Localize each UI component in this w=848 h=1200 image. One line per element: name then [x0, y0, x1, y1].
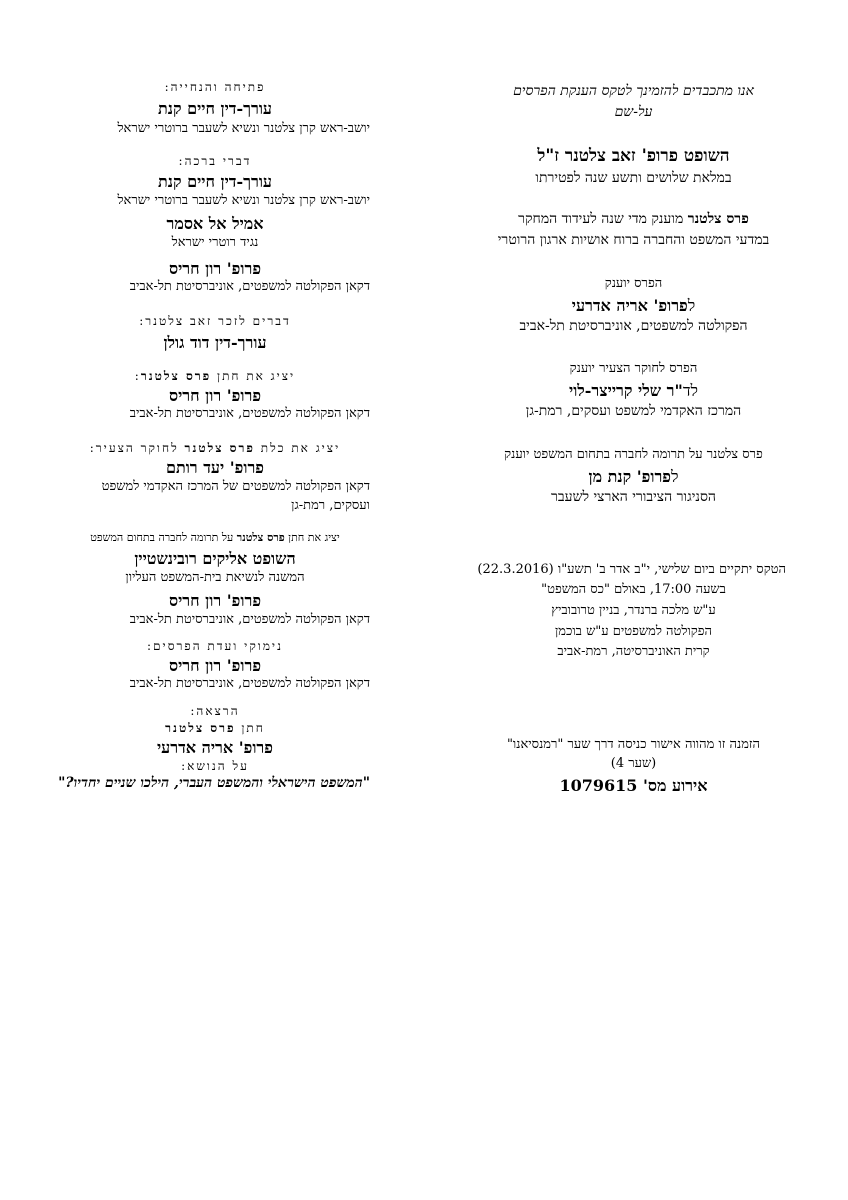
prize1-recipient: לפרופ' אריה אדרעי: [571, 296, 696, 315]
reasons-header: נימוקי ועדת הפרסים:: [147, 639, 283, 653]
prize3-affiliation: הסניגור הציבורי הארצי לשעבר: [551, 489, 716, 505]
prize1-intro: הפרס יוענק: [604, 276, 663, 291]
greet3-title: דקאן הפקולטה למשפטים, אוניברסיטת תל-אביב: [129, 279, 370, 294]
reasons-title: דקאן הפקולטה למשפטים, אוניברסיטת תל-אביב: [129, 676, 370, 691]
lecture-topic: "המשפט הישראלי והמשפט העברי, הילכו שניים יחדיו?": [58, 775, 370, 791]
memory-name: עורך-דין דוד גולן: [163, 333, 267, 352]
reasons-name: פרופ' רון חריס: [168, 656, 262, 675]
opening-title: יושב-ראש קרן צלטנר ונשיא לשעבר ברוטרי ישראל: [117, 121, 370, 136]
opening-name: עורך-דין חיים קנת: [158, 99, 272, 118]
prize2-intro: הפרס לחוקר הצעיר יוענק: [569, 361, 698, 376]
prize3-intro: פרס צלטנר על תרומה לחברה בתחום המשפט יוענק: [504, 447, 763, 462]
prize-description-line-2: במדעי המשפט והחברה ברוח אושיות ארגון הרוטרי: [497, 232, 770, 248]
lecture-subheader: חתן פרס צלטנר: [165, 721, 265, 735]
contrib-presenter-title: דקאן הפקולטה למשפטים, אוניברסיטת תל-אביב: [129, 612, 370, 627]
greet3-name: פרופ' רון חריס: [168, 259, 262, 278]
anniversary-line: במלאת שלושים ותשע שנה לפטירתו: [535, 170, 732, 186]
intro-on-behalf: על-שם: [614, 104, 653, 120]
event-number: אירוע מס' 1079615: [559, 776, 708, 795]
ceremony-faculty: הפקולטה למשפטים ע"ש בוכמן: [554, 624, 713, 639]
contrib-recipient-title: המשנה לנשיאת בית-המשפט העליון: [125, 570, 305, 585]
entry-gate: (שער 4): [610, 756, 657, 771]
greet1-name: עורך-דין חיים קנת: [158, 172, 272, 191]
greet1-title: יושב-ראש קרן צלטנר ונשיא לשעבר ברוטרי ישראל: [117, 193, 370, 208]
young-presenter-title: דקאן הפקולטה למשפטים של המרכז האקדמי למשפט: [101, 479, 370, 494]
topic-header: על הנושא:: [181, 759, 249, 773]
entry-permit: הזמנה זו מהווה אישור כניסה דרך שער "רמנסיאנו": [506, 737, 761, 752]
greetings-header: דברי ברכה:: [178, 154, 252, 168]
contrib-recipient-name: השופט אליקים רובינשטיין: [134, 549, 296, 568]
winner-header: יציג את חתן פרס צלטנר:: [134, 369, 296, 383]
prize2-recipient: לד"ר שלי קרייצר-לוי: [569, 381, 698, 400]
greet2-title: נגיד רוטרי ישראל: [171, 235, 259, 250]
opening-header: פתיחה והנחייה:: [164, 80, 266, 94]
lecture-speaker: פרופ' אריה אדרעי: [156, 738, 273, 757]
winner-presenter-name: פרופ' רון חריס: [168, 386, 262, 405]
prize-name: פרס צלטנר: [687, 211, 749, 227]
ceremony-time-hall: בשעה 17:00, באולם "כס המשפט": [541, 582, 726, 597]
young-presenter-name: פרופ' יעד רותם: [165, 458, 265, 477]
intro-line: אנו מתכבדים להזמינך לטקס הענקת הפרסים: [513, 83, 754, 99]
judge-name: השופט פרופ' זאב צלטנר ז"ל: [537, 146, 730, 166]
prize2-affiliation: המרכז האקדמי למשפט ועסקים, רמת-גן: [525, 403, 742, 419]
prize3-recipient: לפרופ' קנת מן: [588, 467, 679, 486]
ceremony-building: ע"ש מלכה ברנדר, בניין טרובוביץ: [551, 603, 716, 618]
prize-desc: מוענק מדי שנה לעידוד המחקר: [518, 211, 684, 227]
prize-description-line: [481, 211, 786, 229]
greet2-name: אמיל אל אסמר: [166, 214, 264, 233]
ceremony-campus: קרית האוניברסיטה, רמת-אביב: [557, 644, 710, 659]
contrib-header: יציג את חתן פרס צלטנר על תרומה לחברה בתחום המשפט: [90, 531, 340, 544]
contrib-presenter-name: פרופ' רון חריס: [168, 591, 262, 610]
prize1-affiliation: הפקולטה למשפטים, אוניברסיטת תל-אביב: [519, 318, 748, 334]
young-header: יציג את כלת פרס צלטנר לחוקר הצעיר:: [89, 441, 341, 455]
young-presenter-title-2: ועסקים, רמת-גן: [291, 498, 370, 513]
winner-presenter-title: דקאן הפקולטה למשפטים, אוניברסיטת תל-אביב: [129, 406, 370, 421]
memory-header: דברים לזכר זאב צלטנר:: [139, 314, 291, 328]
lecture-header: הרצאה:: [190, 704, 240, 718]
ceremony-date: הטקס יתקיים ביום שלישי, י"ב אדר ב' תשע"ו (22.3.2016): [477, 562, 786, 577]
